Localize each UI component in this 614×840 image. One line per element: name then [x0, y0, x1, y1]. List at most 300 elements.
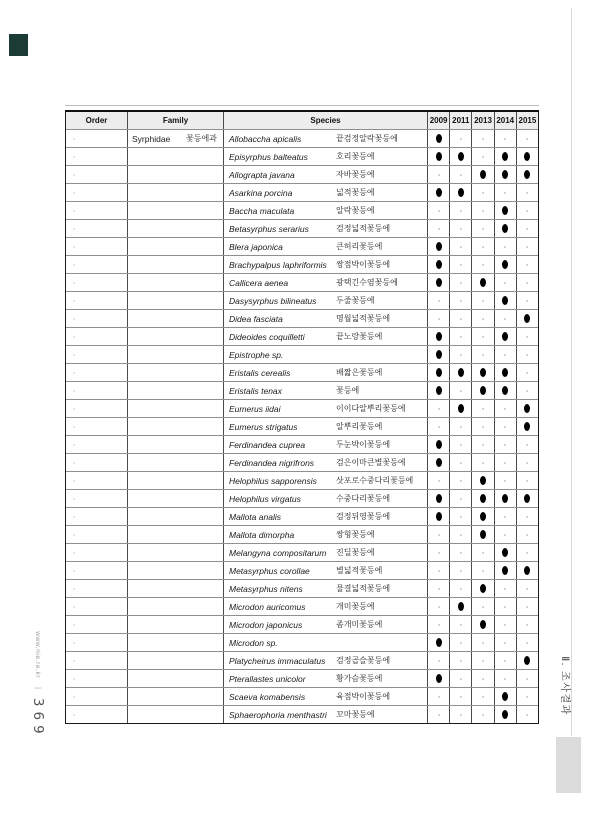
year-cell-2013: [472, 238, 494, 255]
order-cell: [66, 490, 128, 507]
species-cell: [224, 418, 428, 435]
family-cell: [128, 148, 224, 165]
empty-mark: [482, 300, 484, 302]
presence-dot: [436, 440, 442, 449]
year-cell-2015: [517, 220, 538, 237]
species-latin-name: Helophilus virgatus: [229, 493, 301, 504]
year-cell-2013: [472, 508, 494, 525]
scan-speck: [73, 246, 75, 248]
species-cell: [224, 526, 428, 543]
order-cell: [66, 472, 128, 489]
year-cell-2011: [450, 490, 472, 507]
year-cell-2014: [495, 598, 517, 615]
species-cell: [224, 508, 428, 525]
presence-dot: [502, 260, 508, 269]
order-cell: [66, 544, 128, 561]
scan-speck: [73, 156, 75, 158]
table-row: [66, 561, 538, 579]
empty-mark: [526, 552, 528, 554]
year-cell-2013: [472, 598, 494, 615]
year-cell-2014: [495, 508, 517, 525]
scan-speck: [73, 534, 75, 536]
year-cell-2015: [517, 436, 538, 453]
empty-mark: [526, 138, 528, 140]
table-row: [66, 147, 538, 165]
year-cell-2015: [517, 526, 538, 543]
presence-dot: [480, 386, 486, 395]
year-cell-2013: [472, 346, 494, 363]
species-latin-name: Eumerus strigatus: [229, 421, 298, 432]
table-row: [66, 669, 538, 687]
empty-mark: [504, 624, 506, 626]
family-cell: [128, 292, 224, 309]
family-cell: [128, 274, 224, 291]
year-cell-2009: [428, 454, 450, 471]
year-cell-2009: [428, 148, 450, 165]
family-cell: [128, 400, 224, 417]
year-cell-2014: [495, 688, 517, 705]
empty-mark: [438, 606, 440, 608]
species-latin-name: Betasyrphus serarius: [229, 223, 309, 234]
family-cell: [128, 202, 224, 219]
presence-dot: [524, 152, 530, 161]
species-korean-name: 꽃등에: [336, 386, 360, 395]
year-cell-2011: [450, 616, 472, 633]
family-cell: [128, 526, 224, 543]
order-cell: [66, 418, 128, 435]
table-body: [66, 129, 538, 723]
species-latin-name: Platycheirus immaculatus: [229, 655, 326, 666]
year-cell-2013: [472, 256, 494, 273]
species-latin-name: Microdon sp.: [229, 637, 278, 648]
species-cell: [224, 598, 428, 615]
year-cell-2014: [495, 130, 517, 147]
presence-dot: [502, 548, 508, 557]
species-korean-name: 물결넓적꽃등에: [336, 584, 391, 593]
empty-mark: [504, 588, 506, 590]
empty-mark: [460, 390, 462, 392]
year-cell-2015: [517, 382, 538, 399]
table-row: [66, 579, 538, 597]
empty-mark: [460, 318, 462, 320]
species-cell: [224, 274, 428, 291]
year-cell-2013: [472, 526, 494, 543]
year-cell-2011: [450, 184, 472, 201]
empty-mark: [504, 282, 506, 284]
species-latin-name: Mallota dimorpha: [229, 529, 295, 540]
species-cell: [224, 670, 428, 687]
presence-dot: [524, 494, 530, 503]
year-cell-2009: [428, 436, 450, 453]
species-korean-name: 끝노랑꽃등에: [336, 332, 383, 341]
column-header-species: Species: [224, 112, 428, 129]
empty-mark: [460, 426, 462, 428]
order-cell: [66, 706, 128, 723]
species-latin-name: Metasyrphus corollae: [229, 565, 310, 576]
presence-dot: [524, 656, 530, 665]
empty-mark: [460, 480, 462, 482]
species-korean-name: 검정뒤영꽃등에: [336, 512, 391, 521]
species-cell: [224, 580, 428, 597]
empty-mark: [526, 228, 528, 230]
year-cell-2009: [428, 292, 450, 309]
year-cell-2015: [517, 652, 538, 669]
year-cell-2013: [472, 544, 494, 561]
empty-mark: [482, 228, 484, 230]
presence-dot: [458, 404, 464, 413]
order-cell: [66, 688, 128, 705]
family-cell: [128, 256, 224, 273]
year-cell-2011: [450, 670, 472, 687]
year-cell-2011: [450, 634, 472, 651]
year-cell-2009: [428, 328, 450, 345]
year-cell-2013: [472, 220, 494, 237]
year-cell-2011: [450, 526, 472, 543]
year-cell-2015: [517, 562, 538, 579]
empty-mark: [504, 426, 506, 428]
species-korean-name: 큰허리꽃등에: [336, 242, 383, 251]
year-cell-2015: [517, 616, 538, 633]
family-cell: [128, 364, 224, 381]
species-korean-name: 진딜꽃등에: [336, 548, 375, 557]
scan-speck: [73, 588, 75, 590]
year-cell-2014: [495, 400, 517, 417]
family-cell: [128, 130, 224, 147]
scan-speck: [73, 444, 75, 446]
family-cell: [128, 472, 224, 489]
family-cell: [128, 580, 224, 597]
empty-mark: [438, 408, 440, 410]
species-cell: [224, 472, 428, 489]
year-cell-2011: [450, 148, 472, 165]
year-cell-2014: [495, 310, 517, 327]
year-cell-2009: [428, 400, 450, 417]
year-cell-2015: [517, 184, 538, 201]
year-cell-2015: [517, 292, 538, 309]
year-cell-2015: [517, 634, 538, 651]
empty-mark: [482, 264, 484, 266]
empty-mark: [482, 210, 484, 212]
year-cell-2015: [517, 328, 538, 345]
order-cell: [66, 184, 128, 201]
year-cell-2011: [450, 562, 472, 579]
species-cell: [224, 382, 428, 399]
year-cell-2013: [472, 634, 494, 651]
presence-dot: [480, 170, 486, 179]
scan-speck: [73, 426, 75, 428]
year-cell-2014: [495, 706, 517, 723]
year-cell-2015: [517, 130, 538, 147]
year-cell-2013: [472, 166, 494, 183]
year-cell-2014: [495, 220, 517, 237]
year-cell-2011: [450, 580, 472, 597]
year-cell-2013: [472, 418, 494, 435]
year-cell-2011: [450, 688, 472, 705]
empty-mark: [504, 606, 506, 608]
family-cell: [128, 166, 224, 183]
year-cell-2011: [450, 454, 472, 471]
empty-mark: [482, 570, 484, 572]
year-cell-2009: [428, 670, 450, 687]
species-cell: [224, 436, 428, 453]
year-cell-2014: [495, 616, 517, 633]
year-cell-2015: [517, 454, 538, 471]
year-cell-2014: [495, 418, 517, 435]
year-cell-2014: [495, 364, 517, 381]
empty-mark: [460, 642, 462, 644]
empty-mark: [526, 372, 528, 374]
table-row: [66, 651, 538, 669]
year-cell-2009: [428, 202, 450, 219]
empty-mark: [482, 138, 484, 140]
species-latin-name: Helophilus sapporensis: [229, 475, 317, 486]
order-cell: [66, 580, 128, 597]
order-cell: [66, 256, 128, 273]
empty-mark: [526, 282, 528, 284]
year-cell-2009: [428, 238, 450, 255]
empty-mark: [438, 300, 440, 302]
year-cell-2014: [495, 544, 517, 561]
year-cell-2009: [428, 256, 450, 273]
family-cell: [128, 598, 224, 615]
family-cell: [128, 220, 224, 237]
species-latin-name: Baccha maculata: [229, 205, 295, 216]
species-latin-name: Epistrophe sp.: [229, 349, 284, 360]
presence-dot: [436, 242, 442, 251]
order-cell: [66, 364, 128, 381]
empty-mark: [482, 354, 484, 356]
presence-dot: [480, 584, 486, 593]
year-cell-2013: [472, 688, 494, 705]
year-cell-2013: [472, 274, 494, 291]
species-latin-name: Allobaccha apicalis: [229, 133, 302, 144]
species-latin-name: Allograpta javana: [229, 169, 295, 180]
species-latin-name: Melangyna compositarum: [229, 547, 327, 558]
species-korean-name: 끝검정알락꽃등에: [336, 134, 398, 143]
empty-mark: [526, 534, 528, 536]
species-latin-name: Blera japonica: [229, 241, 283, 252]
year-cell-2014: [495, 184, 517, 201]
species-latin-name: Dideoides coquilletti: [229, 331, 305, 342]
presence-dot: [502, 206, 508, 215]
year-cell-2015: [517, 256, 538, 273]
presence-dot: [524, 170, 530, 179]
table-row: [66, 327, 538, 345]
empty-mark: [482, 660, 484, 662]
order-cell: [66, 238, 128, 255]
species-latin-name: Eumerus iidai: [229, 403, 281, 414]
year-cell-2009: [428, 634, 450, 651]
year-cell-2015: [517, 544, 538, 561]
year-cell-2014: [495, 274, 517, 291]
empty-mark: [526, 714, 528, 716]
year-cell-2015: [517, 508, 538, 525]
presence-dot: [436, 152, 442, 161]
year-cell-2013: [472, 364, 494, 381]
table-row: [66, 309, 538, 327]
empty-mark: [526, 246, 528, 248]
empty-mark: [438, 534, 440, 536]
table-row: [66, 453, 538, 471]
presence-dot: [436, 512, 442, 521]
presence-dot: [436, 638, 442, 647]
year-cell-2009: [428, 184, 450, 201]
year-cell-2009: [428, 544, 450, 561]
year-cell-2015: [517, 400, 538, 417]
year-cell-2015: [517, 706, 538, 723]
empty-mark: [438, 426, 440, 428]
species-cell: [224, 544, 428, 561]
empty-mark: [504, 246, 506, 248]
empty-mark: [482, 318, 484, 320]
year-cell-2014: [495, 328, 517, 345]
year-cell-2009: [428, 274, 450, 291]
order-cell: [66, 598, 128, 615]
year-cell-2009: [428, 418, 450, 435]
year-cell-2015: [517, 346, 538, 363]
order-cell: [66, 508, 128, 525]
order-cell: [66, 652, 128, 669]
table-row: [66, 273, 538, 291]
empty-mark: [526, 480, 528, 482]
family-cell: [128, 544, 224, 561]
scan-speck: [73, 660, 75, 662]
scan-speck: [73, 462, 75, 464]
species-latin-name: Ferdinandea nigrifrons: [229, 457, 315, 468]
empty-mark: [460, 516, 462, 518]
presence-dot: [458, 602, 464, 611]
table-row: [66, 417, 538, 435]
family-cell: [128, 562, 224, 579]
year-cell-2011: [450, 706, 472, 723]
species-occurrence-table: [65, 110, 539, 724]
species-latin-name: Dasysyrphus bilineatus: [229, 295, 317, 306]
year-cell-2011: [450, 598, 472, 615]
empty-mark: [504, 192, 506, 194]
species-korean-name: 검은이마큰별꽃등에: [336, 458, 406, 467]
year-cell-2015: [517, 166, 538, 183]
species-latin-name: Didea fasciata: [229, 313, 283, 324]
table-row: [66, 597, 538, 615]
year-cell-2015: [517, 148, 538, 165]
empty-mark: [438, 318, 440, 320]
empty-mark: [460, 228, 462, 230]
year-cell-2014: [495, 652, 517, 669]
year-cell-2013: [472, 562, 494, 579]
table-top-rule: [65, 105, 539, 106]
order-cell: [66, 670, 128, 687]
year-cell-2013: [472, 670, 494, 687]
empty-mark: [482, 462, 484, 464]
species-korean-name: 배짧은꽃등에: [336, 368, 383, 377]
species-korean-name: 알락꽃등에: [336, 206, 375, 215]
year-cell-2014: [495, 580, 517, 597]
year-cell-2014: [495, 670, 517, 687]
year-cell-2009: [428, 220, 450, 237]
year-cell-2011: [450, 346, 472, 363]
family-cell: [128, 634, 224, 651]
empty-mark: [438, 588, 440, 590]
year-cell-2013: [472, 382, 494, 399]
species-cell: [224, 346, 428, 363]
empty-mark: [526, 390, 528, 392]
empty-mark: [482, 696, 484, 698]
year-cell-2011: [450, 274, 472, 291]
presence-dot: [502, 224, 508, 233]
scan-speck: [73, 498, 75, 500]
year-cell-2013: [472, 454, 494, 471]
year-cell-2009: [428, 310, 450, 327]
empty-mark: [504, 534, 506, 536]
species-korean-name: 개미꽃등에: [336, 602, 375, 611]
year-cell-2011: [450, 436, 472, 453]
presence-dot: [524, 404, 530, 413]
column-header-order: Order: [66, 112, 128, 129]
corner-color-block: [9, 34, 28, 56]
empty-mark: [438, 210, 440, 212]
table-row: [66, 345, 538, 363]
presence-dot: [436, 134, 442, 143]
family-cell: [128, 688, 224, 705]
empty-mark: [438, 570, 440, 572]
year-cell-2015: [517, 274, 538, 291]
empty-mark: [504, 462, 506, 464]
family-cell: [128, 490, 224, 507]
species-cell: [224, 634, 428, 651]
presence-dot: [524, 314, 530, 323]
table-row: [66, 363, 538, 381]
empty-mark: [526, 300, 528, 302]
presence-dot: [458, 188, 464, 197]
empty-mark: [526, 606, 528, 608]
year-cell-2014: [495, 382, 517, 399]
year-cell-2011: [450, 310, 472, 327]
species-latin-name: Callicera aenea: [229, 277, 289, 288]
empty-mark: [438, 552, 440, 554]
column-header-2011: 2011: [450, 112, 472, 129]
empty-mark: [460, 498, 462, 500]
year-cell-2013: [472, 310, 494, 327]
order-cell: [66, 454, 128, 471]
year-cell-2015: [517, 238, 538, 255]
empty-mark: [526, 336, 528, 338]
species-korean-name: 좀개미꽃등에: [336, 620, 383, 629]
year-cell-2009: [428, 580, 450, 597]
year-cell-2011: [450, 652, 472, 669]
section-label: Ⅱ. 조사결과: [559, 656, 571, 716]
species-korean-name: 검정넓적꽃등에: [336, 224, 391, 233]
presence-dot: [480, 278, 486, 287]
empty-mark: [438, 714, 440, 716]
order-cell: [66, 166, 128, 183]
presence-dot: [458, 368, 464, 377]
empty-mark: [504, 660, 506, 662]
presence-dot: [436, 278, 442, 287]
empty-mark: [460, 678, 462, 680]
table-row: [66, 165, 538, 183]
year-cell-2014: [495, 526, 517, 543]
presence-dot: [436, 494, 442, 503]
presence-dot: [458, 152, 464, 161]
family-cell: [128, 310, 224, 327]
table-row: [66, 543, 538, 561]
family-cell: [128, 616, 224, 633]
year-cell-2014: [495, 292, 517, 309]
presence-dot: [502, 368, 508, 377]
family-cell: [128, 508, 224, 525]
species-cell: [224, 292, 428, 309]
order-cell: [66, 130, 128, 147]
